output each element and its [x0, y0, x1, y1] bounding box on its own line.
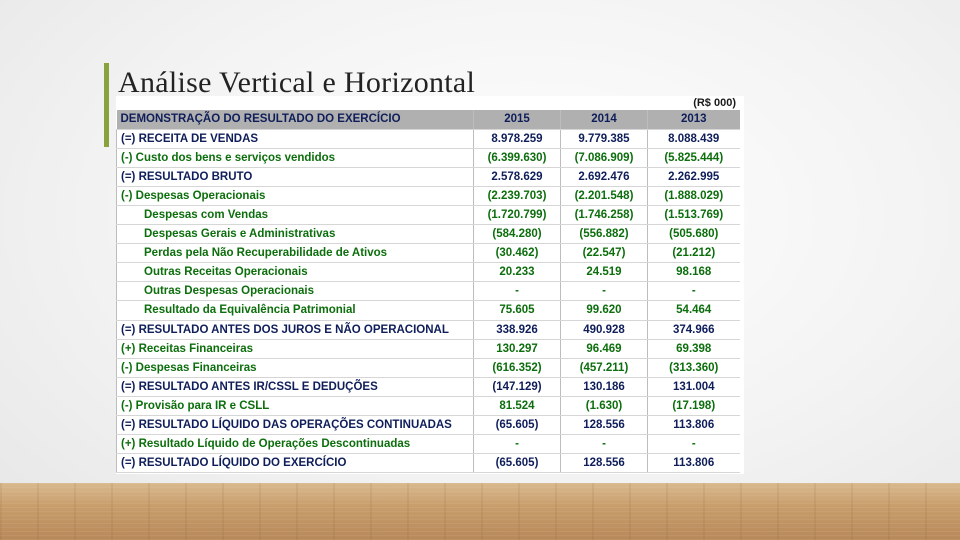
- value-2014: 130.186: [561, 377, 648, 396]
- value-2013: (5.825.444): [648, 148, 740, 167]
- value-2015: 20.233: [474, 263, 561, 282]
- table-row: [117, 301, 740, 320]
- value-2015: (65.605): [474, 454, 561, 473]
- value-2014: 2.692.476: [561, 167, 648, 186]
- table-row: [117, 358, 740, 377]
- table-row: [117, 167, 740, 186]
- value-2013: 98.168: [648, 263, 740, 282]
- row-label: (+) Resultado Líquido de Operações Descontinuadas: [117, 435, 474, 454]
- value-2014: 24.519: [561, 263, 648, 282]
- row-label: (=) RESULTADO BRUTO: [117, 167, 474, 186]
- value-2013: (1.888.029): [648, 186, 740, 205]
- income-statement-table: [116, 110, 740, 473]
- table-row: [117, 225, 740, 244]
- row-label: (=) RESULTADO ANTES DOS JUROS E NÃO OPERACIONAL: [117, 320, 474, 339]
- value-2014: -: [561, 282, 648, 301]
- row-label: Despesas Gerais e Administrativas: [117, 225, 474, 244]
- table-row: [117, 186, 740, 205]
- value-2013: (21.212): [648, 244, 740, 263]
- wood-floor-decoration: [0, 483, 960, 540]
- value-2014: (1.746.258): [561, 205, 648, 224]
- value-2015: (65.605): [474, 416, 561, 435]
- row-label: (-) Custo dos bens e serviços vendidos: [117, 148, 474, 167]
- value-2015: (584.280): [474, 225, 561, 244]
- header-2014: 2014: [561, 110, 648, 129]
- value-2013: 69.398: [648, 339, 740, 358]
- value-2015: 2.578.629: [474, 167, 561, 186]
- header-2013: 2013: [648, 110, 740, 129]
- value-2015: 8.978.259: [474, 129, 561, 148]
- table-row: [117, 282, 740, 301]
- value-2013: (1.513.769): [648, 205, 740, 224]
- slide-title: Análise Vertical e Horizontal: [118, 66, 476, 99]
- value-2014: 128.556: [561, 454, 648, 473]
- header-statement: DEMONSTRAÇÃO DO RESULTADO DO EXERCÍCIO: [117, 110, 474, 129]
- value-2013: 8.088.439: [648, 129, 740, 148]
- row-label: (-) Despesas Operacionais: [117, 186, 474, 205]
- value-2013: 374.966: [648, 320, 740, 339]
- value-2015: (2.239.703): [474, 186, 561, 205]
- row-label: (=) RESULTADO LÍQUIDO DO EXERCÍCIO: [117, 454, 474, 473]
- row-label: (-) Provisão para IR e CSLL: [117, 396, 474, 415]
- value-2015: 130.297: [474, 339, 561, 358]
- value-2013: -: [648, 435, 740, 454]
- row-label: (-) Despesas Financeiras: [117, 358, 474, 377]
- value-2014: 96.469: [561, 339, 648, 358]
- value-2014: 99.620: [561, 301, 648, 320]
- value-2015: 338.926: [474, 320, 561, 339]
- value-2015: (30.462): [474, 244, 561, 263]
- row-label: Perdas pela Não Recuperabilidade de Ativos: [117, 244, 474, 263]
- table-row: [117, 435, 740, 454]
- unit-note: (R$ 000): [693, 97, 736, 109]
- title-accent-bar: [104, 63, 109, 147]
- value-2015: -: [474, 282, 561, 301]
- income-statement-image: [116, 96, 744, 474]
- value-2015: 81.524: [474, 396, 561, 415]
- value-2013: 113.806: [648, 416, 740, 435]
- value-2013: (17.198): [648, 396, 740, 415]
- value-2015: -: [474, 435, 561, 454]
- table-row: [117, 205, 740, 224]
- header-2015: 2015: [474, 110, 561, 129]
- row-label: (=) RESULTADO LÍQUIDO DAS OPERAÇÕES CONTINUADAS: [117, 416, 474, 435]
- value-2015: (1.720.799): [474, 205, 561, 224]
- value-2015: 75.605: [474, 301, 561, 320]
- value-2014: (7.086.909): [561, 148, 648, 167]
- value-2014: 9.779.385: [561, 129, 648, 148]
- value-2014: (2.201.548): [561, 186, 648, 205]
- value-2014: (556.882): [561, 225, 648, 244]
- row-label: (=) RESULTADO ANTES IR/CSSL E DEDUÇÕES: [117, 377, 474, 396]
- value-2014: 490.928: [561, 320, 648, 339]
- row-label: (=) RECEITA DE VENDAS: [117, 129, 474, 148]
- table-header-row: [117, 110, 740, 129]
- value-2013: (313.360): [648, 358, 740, 377]
- row-label: Despesas com Vendas: [117, 205, 474, 224]
- table-row: [117, 148, 740, 167]
- value-2013: 131.004: [648, 377, 740, 396]
- table-row: [117, 263, 740, 282]
- value-2014: 128.556: [561, 416, 648, 435]
- value-2015: (6.399.630): [474, 148, 561, 167]
- value-2013: 113.806: [648, 454, 740, 473]
- table-row: [117, 454, 740, 473]
- value-2014: (22.547): [561, 244, 648, 263]
- value-2014: (1.630): [561, 396, 648, 415]
- value-2015: (616.352): [474, 358, 561, 377]
- table-row: [117, 396, 740, 415]
- row-label: Outras Receitas Operacionais: [117, 263, 474, 282]
- table-row: [117, 377, 740, 396]
- value-2015: (147.129): [474, 377, 561, 396]
- value-2013: (505.680): [648, 225, 740, 244]
- row-label: Outras Despesas Operacionais: [117, 282, 474, 301]
- table-row: [117, 320, 740, 339]
- value-2013: -: [648, 282, 740, 301]
- row-label: (+) Receitas Financeiras: [117, 339, 474, 358]
- value-2013: 54.464: [648, 301, 740, 320]
- value-2014: (457.211): [561, 358, 648, 377]
- value-2013: 2.262.995: [648, 167, 740, 186]
- table-row: [117, 129, 740, 148]
- row-label: Resultado da Equivalência Patrimonial: [117, 301, 474, 320]
- table-row: [117, 416, 740, 435]
- table-row: [117, 339, 740, 358]
- table-row: [117, 244, 740, 263]
- value-2014: -: [561, 435, 648, 454]
